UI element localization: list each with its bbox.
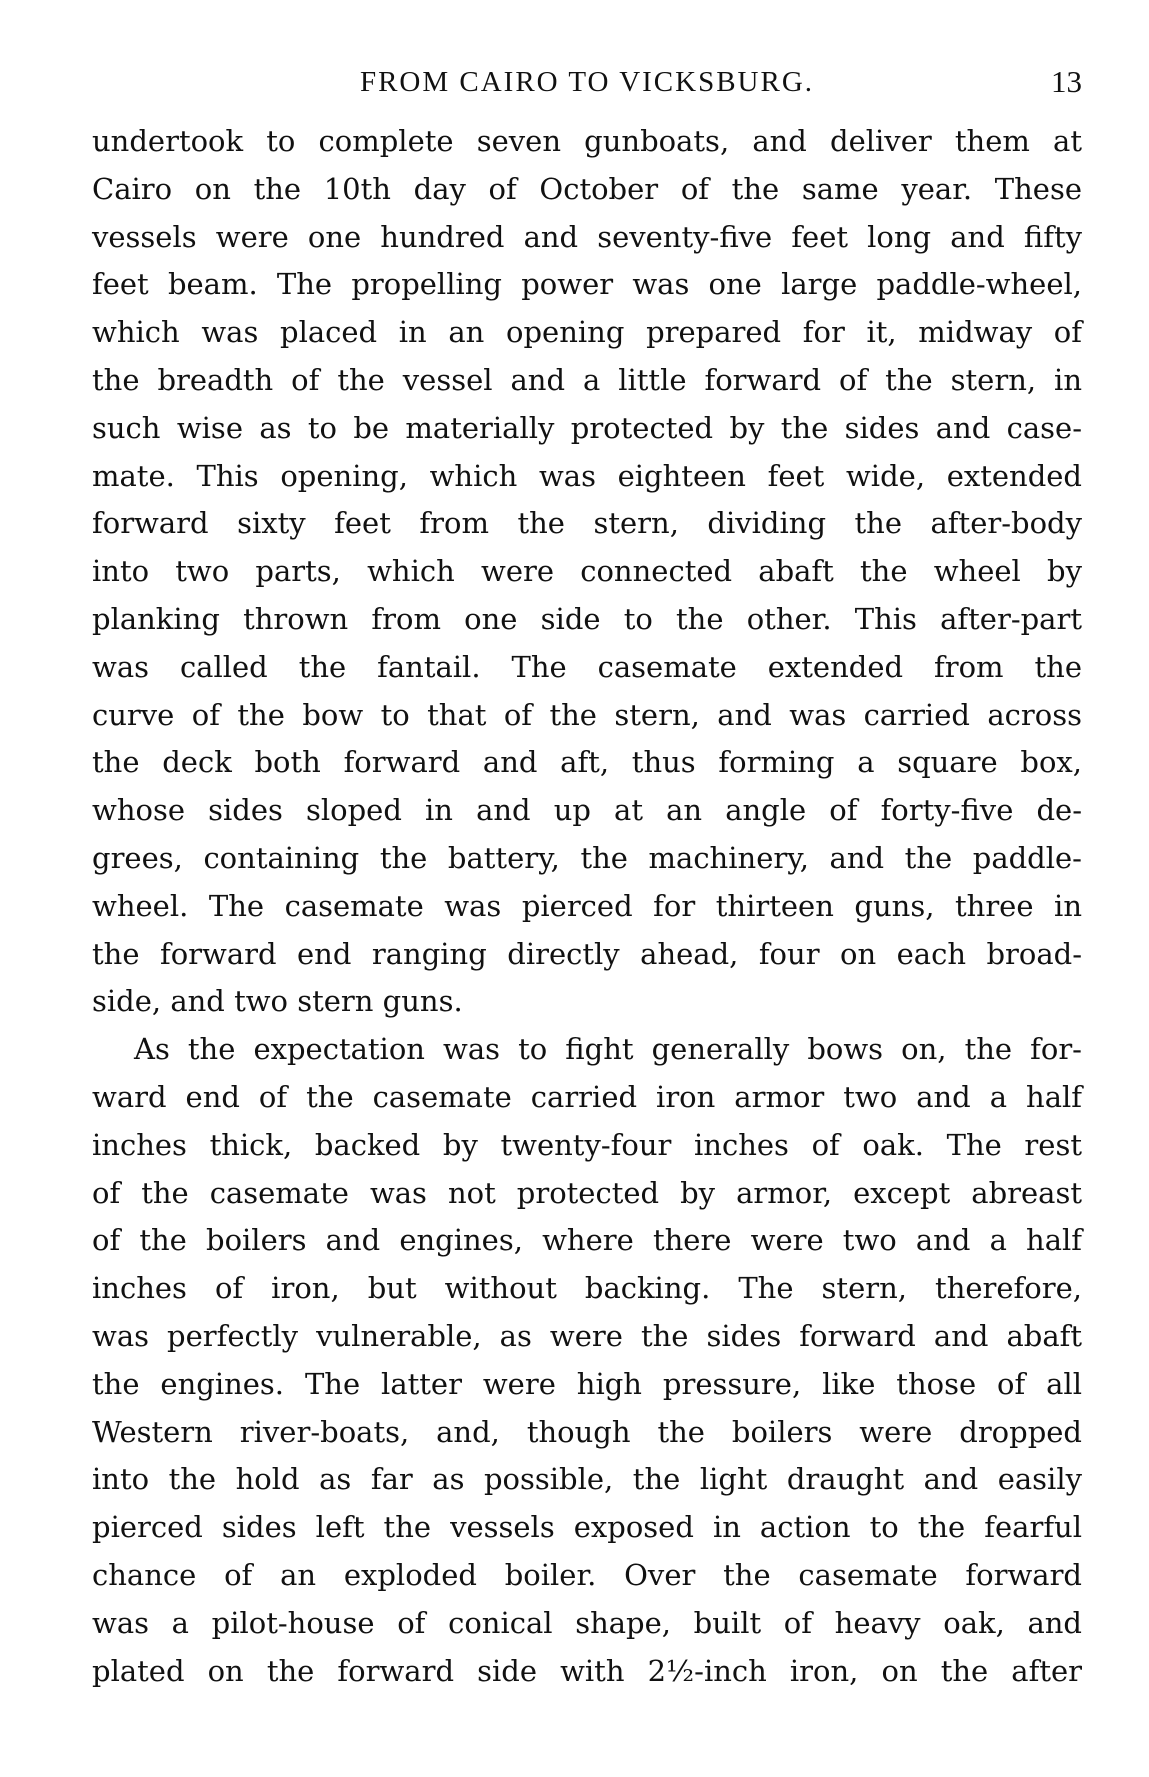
text-line: inches thick, backed by twenty-four inches of oak. The rest: [92, 1127, 1082, 1162]
text-line: whose sides sloped in and up at an angle of forty-five de-: [92, 793, 1082, 828]
text-line: Cairo on the 10th day of October of the same year. These: [92, 171, 1082, 206]
text-line: pierced sides left the vessels exposed in action to the fearful: [92, 1510, 1082, 1545]
text-line: side, and two stern guns.: [92, 984, 463, 1019]
text-line: ward end of the casemate carried iron armor two and a half: [92, 1079, 1082, 1114]
text-line: of the boilers and engines, where there were two and a half: [92, 1223, 1082, 1258]
text-line: Western river-boats, and, though the boilers were dropped: [92, 1414, 1082, 1449]
text-line: feet beam. The propelling power was one large paddle-wheel,: [92, 267, 1082, 302]
text-line: the engines. The latter were high pressure, like those of all: [92, 1366, 1082, 1401]
text-line: grees, containing the battery, the machinery, and the paddle-: [92, 840, 1082, 875]
paragraph: [92, 1026, 1082, 1695]
text-line: the deck both forward and aft, thus forming a square box,: [92, 745, 1082, 780]
text-line: As the expectation was to fight generally bows on, the for-: [134, 1032, 1082, 1067]
text-line: of the casemate was not protected by armor, except abreast: [92, 1175, 1082, 1210]
running-head: [92, 62, 1082, 102]
page-number: 13: [1051, 64, 1082, 99]
text-line: the breadth of the vessel and a little forward of the stern, in: [92, 362, 1082, 397]
text-line: wheel. The casemate was pierced for thirteen guns, three in: [92, 888, 1082, 923]
text-line: the forward end ranging directly ahead, four on each broad-: [92, 936, 1082, 971]
paragraph: [92, 118, 1082, 1026]
body-text: [92, 118, 1082, 1695]
text-line: such wise as to be materially protected by the sides and case-: [92, 410, 1082, 445]
text-line: vessels were one hundred and seventy-five feet long and fifty: [92, 219, 1082, 254]
text-line: was called the fantail. The casemate extended from the: [92, 649, 1082, 684]
text-line: into the hold as far as possible, the light draught and easily: [92, 1462, 1082, 1497]
text-line: into two parts, which were connected abaft the wheel by: [92, 554, 1082, 589]
text-line: forward sixty feet from the stern, dividing the after-body: [92, 506, 1082, 541]
text-line: which was placed in an opening prepared for it, midway of: [92, 315, 1082, 350]
text-line: plated on the forward side with 2½-inch iron, on the after: [92, 1653, 1082, 1688]
text-line: was a pilot-house of conical shape, built of heavy oak, and: [92, 1605, 1082, 1640]
text-line: curve of the bow to that of the stern, and was carried across: [92, 697, 1082, 732]
text-line: undertook to complete seven gunboats, and deliver them at: [92, 124, 1082, 158]
running-title: FROM CAIRO TO VICKSBURG.: [359, 66, 815, 98]
text-line: planking thrown from one side to the other. This after-part: [92, 601, 1082, 636]
text-line: chance of an exploded boiler. Over the casemate forward: [92, 1557, 1082, 1592]
text-line: inches of iron, but without backing. The stern, therefore,: [92, 1271, 1082, 1306]
text-line: mate. This opening, which was eighteen feet wide, extended: [92, 458, 1082, 493]
text-line: was perfectly vulnerable, as were the sides forward and abaft: [92, 1318, 1082, 1353]
